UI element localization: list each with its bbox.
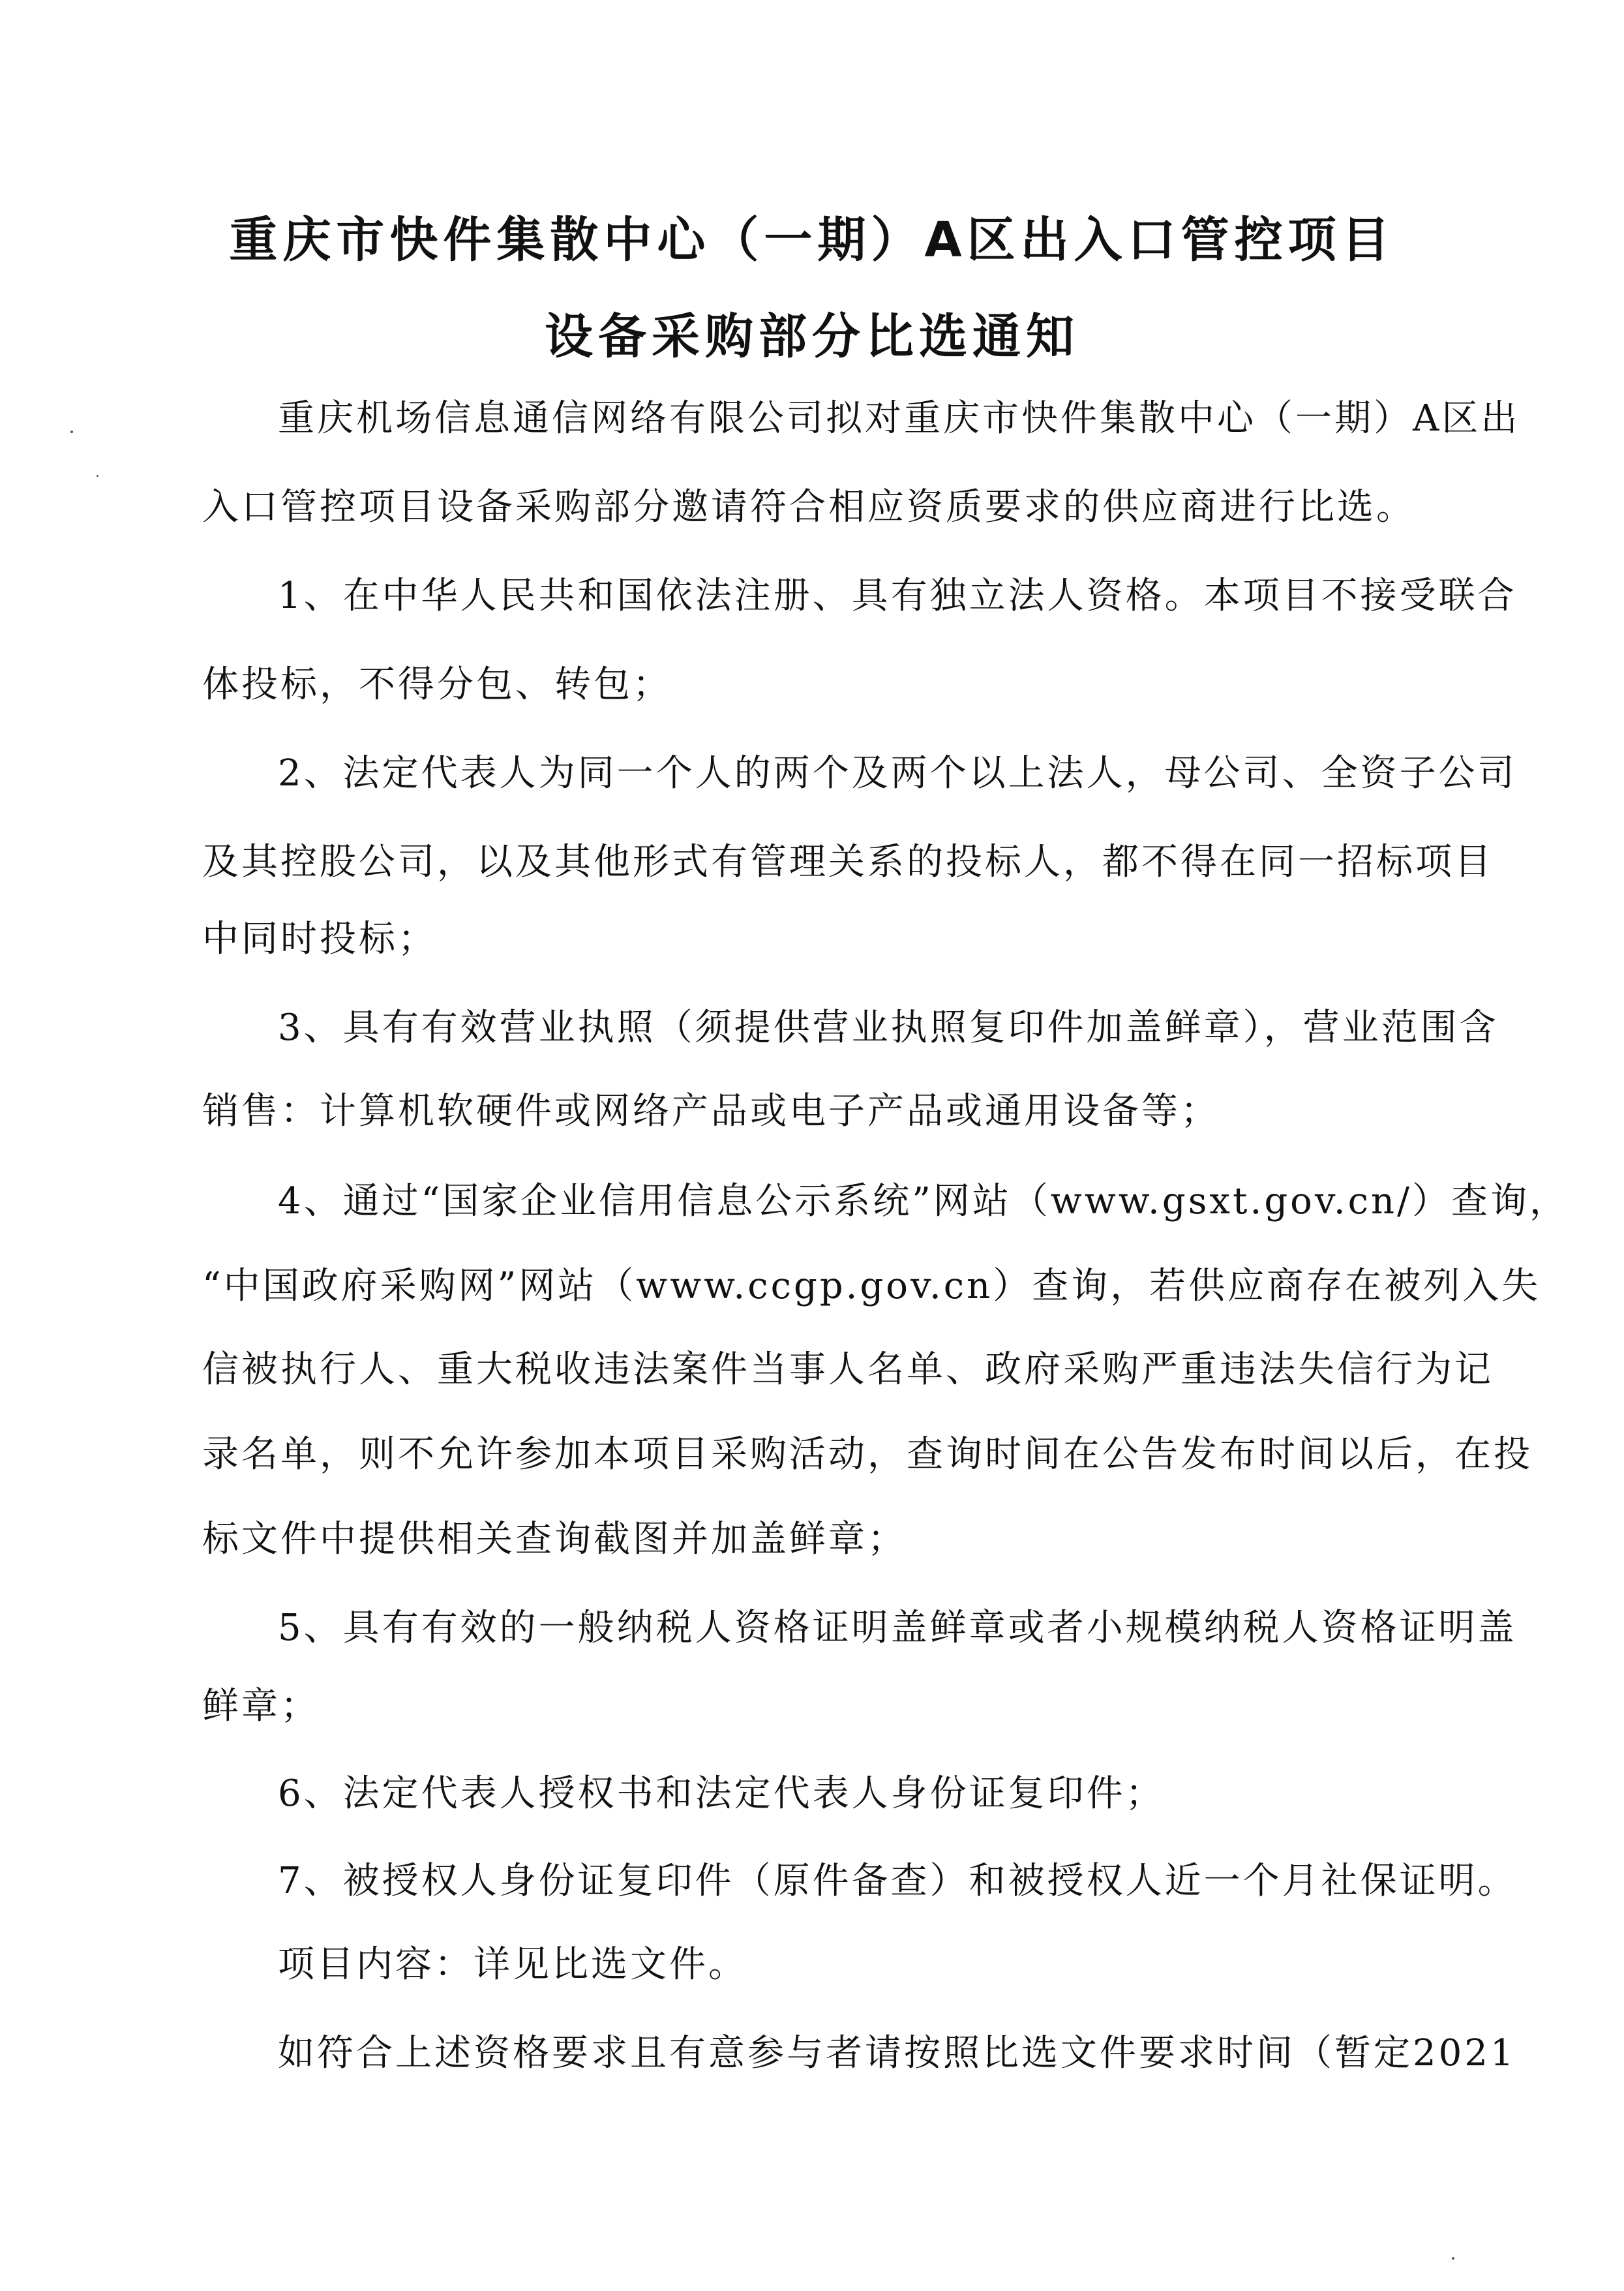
item-5-line-2: 鲜章； [202, 1685, 320, 1727]
item-4-line-2: “中国政府采购网”网站（www.ccgp.gov.cn）查询，若供应商存在被列入失 [202, 1265, 1541, 1307]
scan-speck [1452, 2257, 1454, 2260]
item-2-line-1: 2、法定代表人为同一个人的两个及两个以上法人，母公司、全资子公司 [278, 752, 1517, 795]
item-4-line-5: 标文件中提供相关查询截图并加盖鲜章； [202, 1518, 907, 1560]
item-3-line-1: 3、具有有效营业执照（须提供营业执照复印件加盖鲜章），营业范围含 [278, 1007, 1499, 1049]
item-1-line-2: 体投标，不得分包、转包； [202, 663, 672, 706]
item-2-line-2: 及其控股公司，以及其他形式有管理关系的投标人，都不得在同一招标项目 [202, 841, 1494, 883]
item-7-line-1: 7、被授权人身份证复印件（原件备查）和被授权人近一个月社保证明。 [278, 1860, 1517, 1902]
closing-line-1: 如符合上述资格要求且有意参与者请按照比选文件要求时间（暂定2021 [278, 2032, 1516, 2074]
item-4-line-3: 信被执行人、重大税收违法案件当事人名单、政府采购严重违法失信行为记 [202, 1348, 1494, 1391]
document-title-line-1: 重庆市快件集散中心（一期）A区出入口管控项目 [229, 212, 1395, 268]
item-5-line-1: 5、具有有效的一般纳税人资格证明盖鲜章或者小规模纳税人资格证明盖 [278, 1607, 1517, 1649]
intro-line-2: 入口管控项目设备采购部分邀请符合相应资质要求的供应商进行比选。 [202, 486, 1415, 528]
scan-speck [97, 475, 98, 477]
project-content-line: 项目内容：详见比选文件。 [278, 1943, 747, 1986]
document-title-line-2: 设备采购部分比选通知 [545, 309, 1079, 365]
intro-line-1: 重庆机场信息通信网络有限公司拟对重庆市快件集散中心（一期）A区出 [278, 397, 1520, 440]
item-4-line-1: 4、通过“国家企业信用信息公示系统”网站（www.gsxt.gov.cn/）查询， [278, 1180, 1569, 1222]
item-1-line-1: 1、在中华人民共和国依法注册、具有独立法人资格。本项目不接受联合 [278, 575, 1517, 617]
item-6-line-1: 6、法定代表人授权书和法定代表人身份证复印件； [278, 1772, 1165, 1815]
item-3-line-2: 销售：计算机软硬件或网络产品或电子产品或通用设备等； [202, 1090, 1220, 1132]
scan-speck [70, 431, 73, 433]
item-2-line-3: 中同时投标； [202, 918, 437, 960]
item-4-line-4: 录名单，则不允许参加本项目采购活动，查询时间在公告发布时间以后，在投 [202, 1433, 1533, 1476]
